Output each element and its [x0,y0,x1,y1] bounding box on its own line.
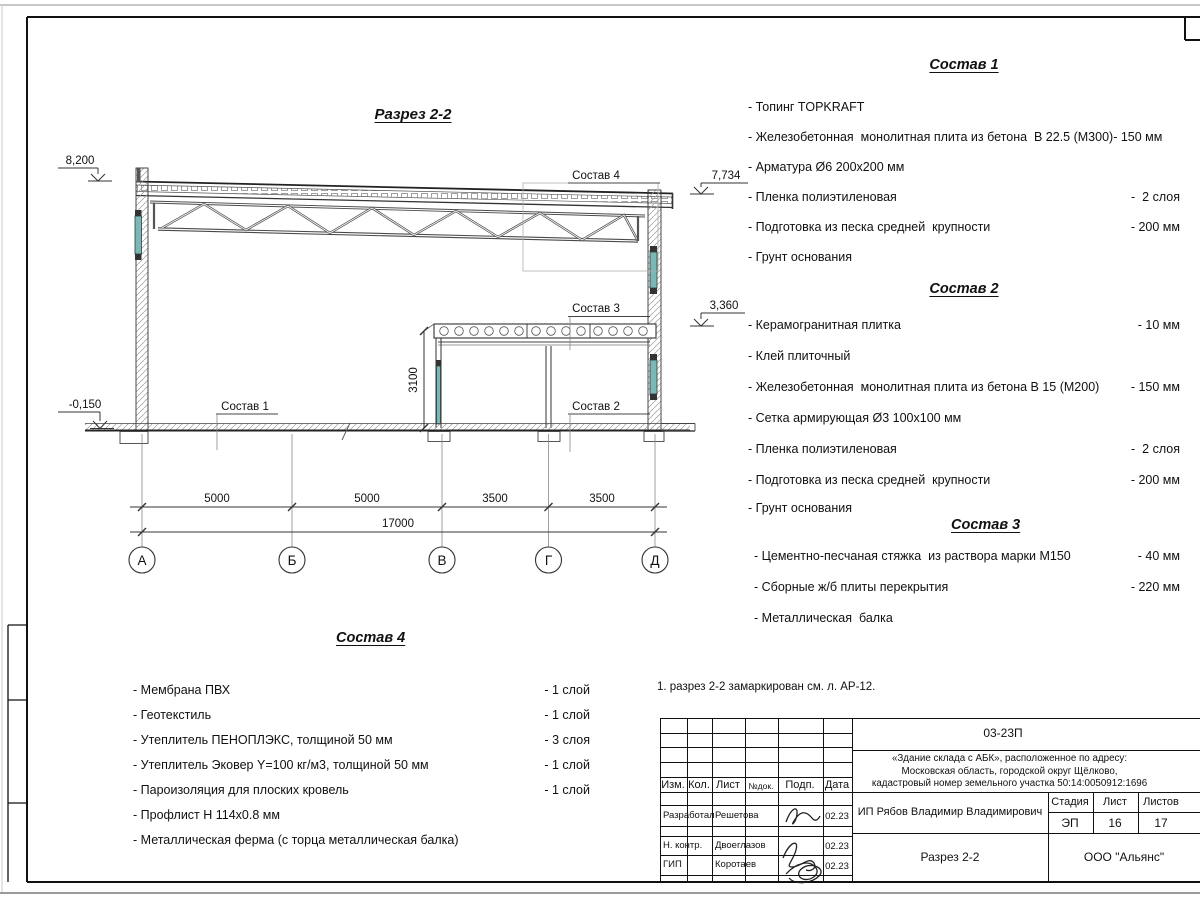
dim-5000-b: 5000 [354,493,380,505]
list-item [754,549,1180,563]
col-data: Дата [824,779,850,791]
axis-a: А [137,553,147,568]
elev-canopy: 3,360 [709,300,739,312]
sheet-label: Лист [1103,796,1127,808]
item-name: - Металлическая ферма (с торца металлическая балка) [133,833,459,847]
list-item [133,783,590,797]
item-value: - 1 слой [544,758,590,772]
item-name: - Железобетонная монолитная плита из бетона В 15 (М200) [748,380,1100,394]
project-description [852,753,1167,791]
list-item [748,411,1180,425]
item-value: - 10 мм [1137,318,1180,332]
dim-3500-b: 3500 [589,493,615,505]
date-developer: 02.23 [825,811,849,822]
item-name: - Пленка полиэтиленовая [748,190,897,204]
dim-5000-a: 5000 [204,493,230,505]
item-value: - 2 слоя [1131,190,1180,204]
axis-v: В [437,553,447,568]
item-value: - 40 мм [1137,549,1180,563]
dim-3500-a: 3500 [482,493,508,505]
sostav4-title: Состав 4 [336,630,406,646]
item-value: - 1 слой [544,683,590,697]
item-name: - Клей плиточный [748,349,851,363]
item-name: - Подготовка из песка средней крупности [748,220,991,234]
left-margin-boxes [8,625,27,882]
name-developer: Решетова [715,810,759,821]
col-list: Лист [716,779,740,791]
item-name: - Утеплитель ПЕНОПЛЭКС, толщиной 50 мм [133,733,393,747]
company-name: ООО "Альянс" [1083,850,1165,864]
project-line1: «Здание склада с АБК», расположенное по адресу: [891,753,1128,764]
col-kol: Кол. [688,779,710,791]
signature-squiggles [783,809,821,883]
drawing-title: Разрез 2-2 [374,106,452,123]
item-name: - Утеплитель Эковер Y=100 кг/м3, толщиной 50 мм [133,758,429,772]
list-item [748,442,1180,456]
sostav4-list [133,0,590,870]
axis-b: Б [287,553,297,568]
list-item [133,808,590,822]
item-name: - Цементно-песчаная стяжка из раствора марки М150 [754,549,1071,563]
item-value: - 1 слой [544,783,590,797]
list-item [748,100,1180,114]
item-value: - 200 мм [1130,473,1180,487]
role-ncontrol: Н. контр. [663,840,703,851]
list-item [133,758,590,772]
doc-number: 03-23П [983,726,1023,740]
elev-roof-right: 7,734 [711,170,741,182]
right-wall [648,190,661,430]
sostav3-title: Состав 3 [950,517,1021,533]
item-name: - Керамогранитная плитка [748,318,901,332]
stage-value: ЭП [1061,816,1079,830]
item-name: - Арматура Ø6 200х200 мм [748,160,905,174]
item-name: - Подготовка из песка средней крупности [748,473,991,487]
list-item [133,708,590,722]
list-item [754,611,1180,625]
axis-d: Д [650,553,660,568]
role-developer: Разработал [663,810,715,821]
sheet-note: 1. разрез 2-2 замаркирован см. л. АР-12. [657,681,876,693]
item-name: - Железобетонная монолитная плита из бетона В 22.5 (М300)- 150 мм [748,130,1163,144]
section-name: Разрез 2-2 [920,850,980,864]
item-value: - 2 слоя [1131,442,1180,456]
name-ncontrol: Двоеглазов [715,840,766,851]
client-name: ИП Рябов Владимир Владимирович [857,806,1043,818]
list-item [748,501,1180,515]
list-item [748,250,1180,264]
item-value: - 220 мм [1130,580,1180,594]
item-name: - Сборные ж/б плиты перекрытия [754,580,949,594]
item-name: - Металлическая балка [754,611,893,625]
elev-roof-left: 8,200 [65,155,95,167]
item-name: - Пленка полиэтиленовая [748,442,897,456]
item-name: - Геотекстиль [133,708,212,722]
date-gip: 02.23 [825,861,849,872]
list-item [748,160,1180,174]
item-value: - 3 слоя [544,733,590,747]
sheet-number: 16 [1108,816,1122,830]
item-name: - Мембрана ПВХ [133,683,231,697]
label-sostav3: Состав 3 [572,303,620,315]
list-item [748,130,1180,144]
col-ndok: №док. [748,781,774,791]
list-item [748,190,1180,204]
sheets-label: Листов [1143,796,1179,808]
sheets-total: 17 [1154,816,1168,830]
item-name: - Сетка армирующая Ø3 100х100 мм [748,411,962,425]
name-gip: Коротаев [715,859,757,870]
label-sostav1: Состав 1 [221,401,269,413]
list-item [133,733,590,747]
item-name: - Грунт основания [748,501,853,515]
stage-label: Стадия [1051,796,1089,808]
label-sostav4: Состав 4 [572,170,620,182]
label-sostav2: Состав 2 [572,401,620,413]
item-value: - 200 мм [1130,220,1180,234]
list-item [748,349,1180,363]
sostav2-title: Состав 2 [929,281,999,297]
sostav1-title: Состав 1 [929,57,999,73]
svg-text:3100: 3100 [408,367,420,393]
list-item [748,380,1180,394]
list-item [754,580,1180,594]
list-item [748,220,1180,234]
elev-floor: -0,150 [68,399,102,411]
role-gip: ГИП [663,859,682,870]
col-podp: Подп. [785,779,815,791]
item-value: - 1 слой [544,708,590,722]
project-line3: кадастровый номер земельного участка 50:14:0050912:1696 [871,778,1148,789]
list-item [133,683,590,697]
item-name: - Пароизоляция для плоских кровель [133,783,349,797]
item-name: - Топинг TOPKRAFT [748,100,865,114]
list-item [133,833,590,847]
list-item [748,318,1180,332]
col-izm: Изм. [661,779,685,791]
date-ncontrol: 02.23 [825,841,849,852]
list-item [748,473,1180,487]
axis-g: Г [544,553,553,568]
composition-lists [748,0,1180,640]
item-value: - 150 мм [1130,380,1180,394]
project-line2: Московская область, городской округ Щёлково, [901,765,1118,777]
item-name: - Профлист Н 114х0.8 мм [133,808,280,822]
item-name: - Грунт основания [748,250,853,264]
dim-total: 17000 [382,518,414,530]
